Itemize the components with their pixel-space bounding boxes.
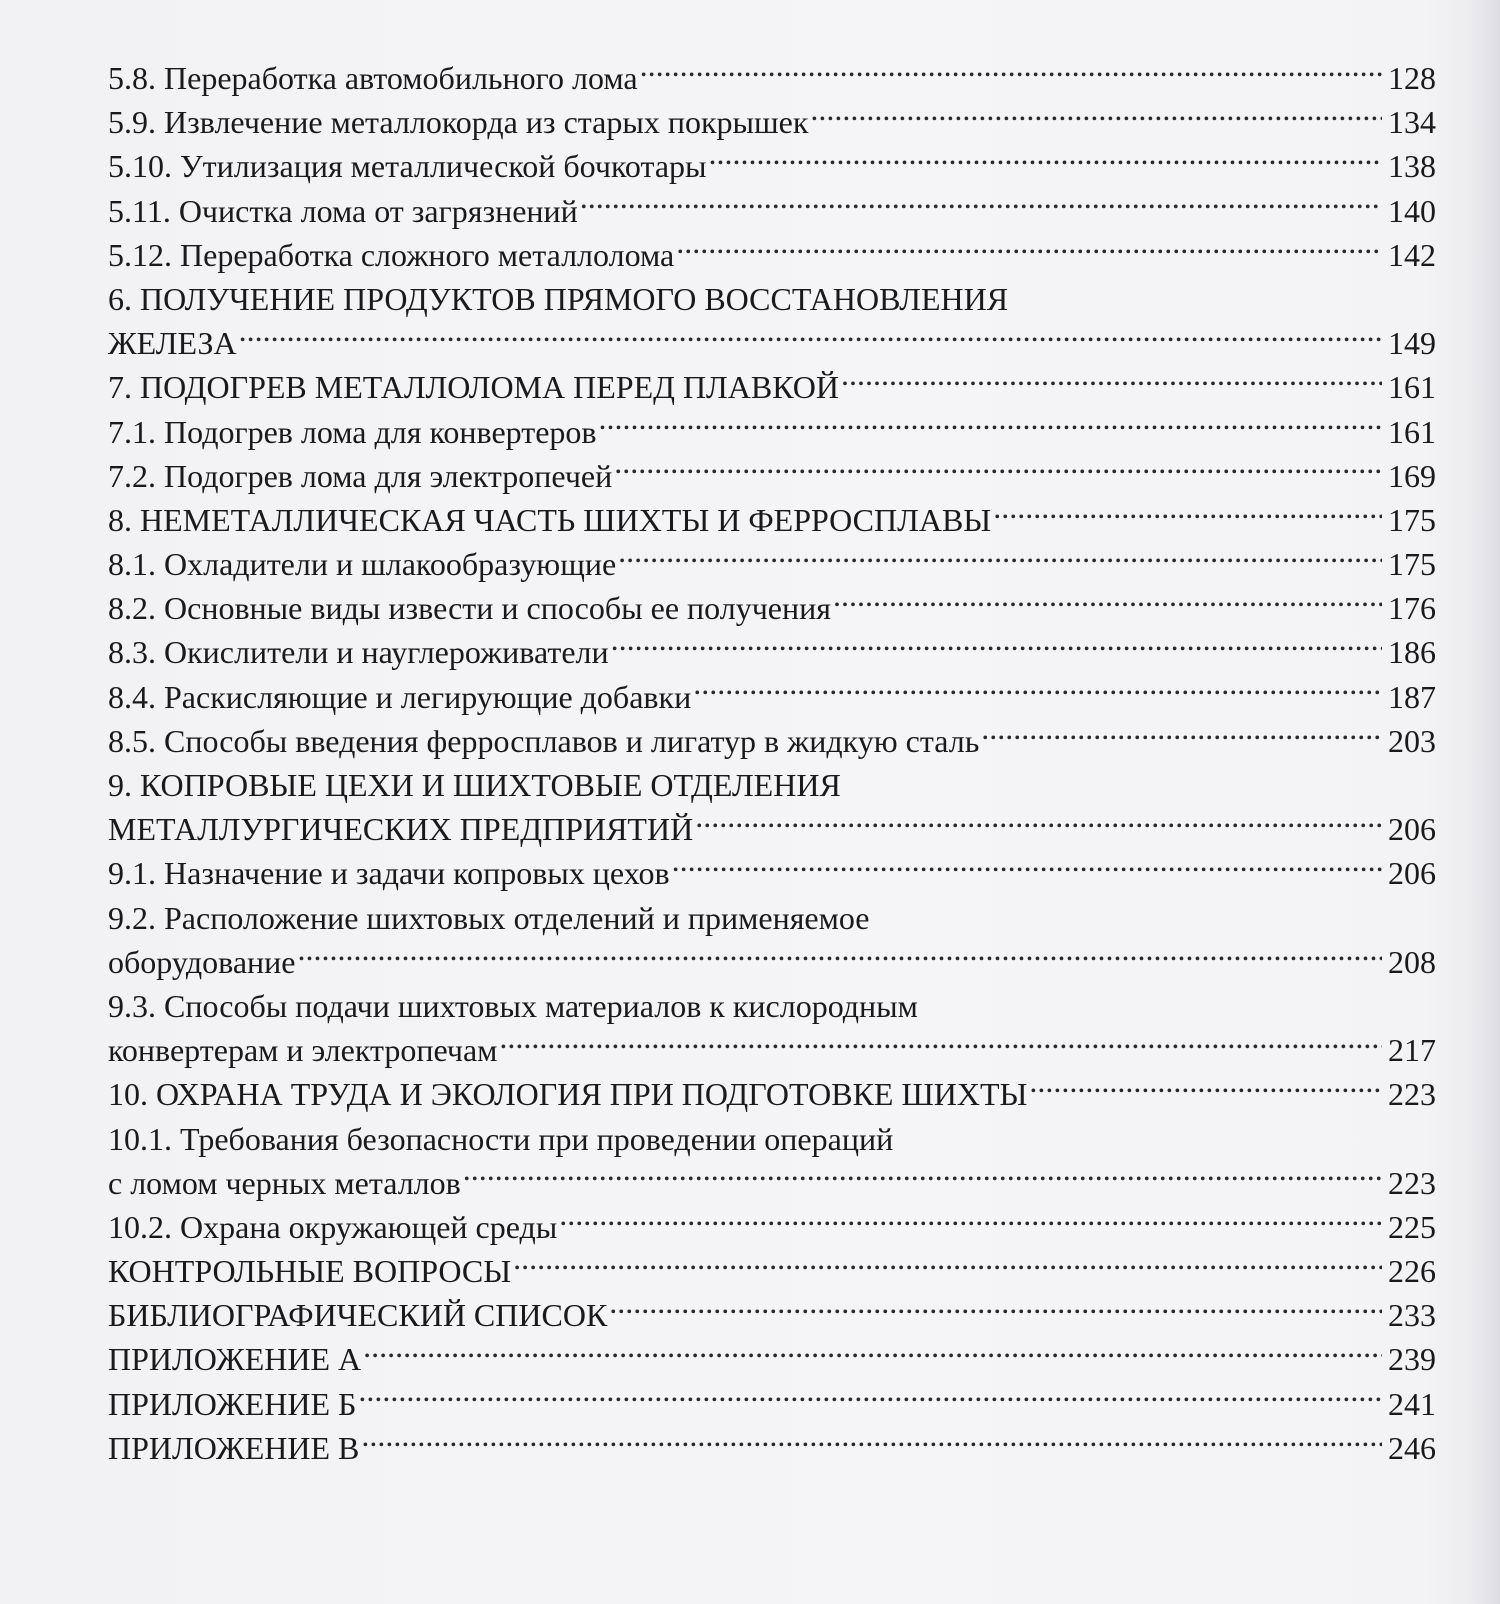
toc-dot-leader	[499, 1029, 1382, 1061]
toc-entry-title: 9.2. Расположение шихтовых отделений и применяемое	[108, 899, 870, 936]
toc-entry	[108, 542, 1436, 586]
toc-entry-title: ЖЕЛЕЗА	[108, 325, 237, 362]
toc-dot-leader	[618, 543, 1382, 575]
toc-page-number: 128	[1388, 60, 1436, 96]
toc-entry-title: 8.4. Раскисляющие и легирующие добавки	[108, 678, 692, 715]
toc-entry	[108, 498, 1436, 542]
toc-entry	[108, 1426, 1436, 1470]
toc-entry	[108, 896, 1436, 940]
toc-entry	[108, 586, 1436, 630]
toc-entry	[108, 675, 1436, 719]
toc-entry-title: 9.3. Способы подачи шихтовых материалов к кислородным	[108, 987, 918, 1024]
toc-page-number: 208	[1388, 943, 1436, 980]
toc-page-number: 206	[1388, 855, 1436, 892]
toc-page-number: 223	[1388, 1076, 1436, 1113]
toc-page-number: 186	[1388, 634, 1436, 671]
toc-dot-leader	[640, 57, 1382, 89]
toc-entry-title: 8.1. Охладители и шлакообразующие	[108, 546, 617, 583]
toc-page-number: 241	[1388, 1385, 1436, 1422]
toc-entry-title: БИБЛИОГРАФИЧЕСКИЙ СПИСОК	[108, 1297, 608, 1334]
toc-page-number: 239	[1388, 1341, 1436, 1378]
toc-page-number: 187	[1388, 678, 1436, 715]
toc-page-number: 217	[1388, 1032, 1436, 1069]
toc-entry	[108, 100, 1436, 144]
toc-page-number: 226	[1388, 1253, 1436, 1290]
toc-page-number: 206	[1388, 811, 1436, 848]
toc-entry	[108, 851, 1436, 895]
toc-entry-title: 5.10. Утилизация металлической бочкотары	[108, 148, 707, 185]
toc-dot-leader	[609, 1294, 1382, 1326]
toc-entry	[108, 189, 1436, 233]
toc-entry	[108, 940, 1436, 984]
toc-entry	[108, 410, 1436, 454]
toc-entry	[108, 277, 1436, 321]
toc-dot-leader	[833, 587, 1382, 619]
toc-entry-title: с ломом черных металлов	[108, 1164, 461, 1201]
toc-dot-leader	[297, 941, 1382, 973]
toc-dot-leader	[709, 145, 1382, 177]
toc-page-number: 138	[1388, 148, 1436, 185]
toc-page-number: 225	[1388, 1208, 1436, 1245]
toc-entry	[108, 984, 1436, 1028]
toc-page-number: 233	[1388, 1297, 1436, 1334]
toc-dot-leader	[239, 322, 1382, 354]
toc-entry	[108, 233, 1436, 277]
toc-page-number: 140	[1388, 192, 1436, 229]
toc-page-number: 134	[1388, 104, 1436, 141]
toc-entry-title: 9.1. Назначение и задачи копровых цехов	[108, 855, 670, 892]
toc-entry	[108, 1337, 1436, 1381]
toc-entry	[108, 1117, 1436, 1161]
toc-dot-leader	[559, 1206, 1382, 1238]
toc-page-number: 169	[1388, 457, 1436, 494]
toc-entry	[108, 1205, 1436, 1249]
toc-dot-leader	[513, 1250, 1382, 1282]
toc-dot-leader	[580, 190, 1382, 222]
toc-dot-leader	[599, 411, 1382, 443]
toc-entry	[108, 1072, 1436, 1116]
toc-entry-title: 5.11. Очистка лома от загрязнений	[108, 192, 578, 229]
toc-page-number: 161	[1388, 369, 1436, 406]
toc-page-number: 246	[1388, 1429, 1436, 1466]
toc-entry-title: 7.2. Подогрев лома для электропечей	[108, 457, 613, 494]
toc-entry-title: 7.1. Подогрев лома для конвертеров	[108, 413, 597, 450]
toc-entry-title: 9. КОПРОВЫЕ ЦЕХИ И ШИХТОВЫЕ ОТДЕЛЕНИЯ	[108, 767, 841, 803]
toc-page-number: 161	[1388, 413, 1436, 450]
toc-entry-title: 6. ПОЛУЧЕНИЕ ПРОДУКТОВ ПРЯМОГО ВОССТАНОВЛЕНИЯ	[108, 280, 1009, 317]
toc-dot-leader	[693, 676, 1382, 708]
toc-entry	[108, 1293, 1436, 1337]
toc-entry	[108, 454, 1436, 498]
toc-entry	[108, 144, 1436, 188]
toc-entry-title: оборудование	[108, 943, 296, 980]
toc-dot-leader	[611, 631, 1382, 663]
toc-entry	[108, 365, 1436, 409]
toc-entry	[108, 1028, 1436, 1072]
toc-dot-leader	[841, 366, 1382, 398]
toc-dot-leader	[361, 1427, 1382, 1459]
toc-dot-leader	[676, 234, 1382, 266]
toc-entry	[108, 1382, 1436, 1426]
toc-entry-title: 8.5. Способы введения ферросплавов и лигатур в жидкую сталь	[108, 722, 980, 759]
toc-entry-title: ПРИЛОЖЕНИЕ А	[108, 1341, 362, 1378]
toc-entry-title: 10.1. Требования безопасности при проведении операций	[108, 1120, 894, 1157]
toc-entry-title: 8.2. Основные виды извести и способы ее получения	[108, 590, 831, 627]
page-edge-shadow	[1470, 0, 1500, 1604]
toc-entry	[108, 719, 1436, 763]
toc-dot-leader	[981, 720, 1382, 752]
toc-dot-leader	[358, 1383, 1382, 1415]
toc-page-number: 149	[1388, 325, 1436, 362]
toc-entry	[108, 807, 1436, 851]
toc-entry	[108, 630, 1436, 674]
toc-page-number: 176	[1388, 590, 1436, 627]
toc-entry-title: ПРИЛОЖЕНИЕ В	[108, 1429, 360, 1466]
toc-page-number: 175	[1388, 501, 1436, 538]
toc-entry-title: конвертерам и электропечам	[108, 1032, 498, 1069]
toc-dot-leader	[1029, 1073, 1382, 1105]
toc-dot-leader	[672, 852, 1382, 884]
toc-entry-title: 7. ПОДОГРЕВ МЕТАЛЛОЛОМА ПЕРЕД ПЛАВКОЙ	[108, 369, 839, 406]
toc-entry	[108, 321, 1436, 365]
toc-entry-title: 8. НЕМЕТАЛЛИЧЕСКАЯ ЧАСТЬ ШИХТЫ И ФЕРРОСПЛАВЫ	[108, 501, 992, 538]
toc-page-number: 203	[1388, 722, 1436, 759]
toc-entry-title: 5.12. Переработка сложного металлолома	[108, 236, 675, 273]
toc-entry-title: ПРИЛОЖЕНИЕ Б	[108, 1385, 357, 1422]
toc-page-number: 175	[1388, 546, 1436, 583]
toc-dot-leader	[614, 455, 1382, 487]
toc-page-number: 223	[1388, 1164, 1436, 1201]
table-of-contents	[108, 56, 1436, 1470]
toc-entry	[108, 763, 1436, 807]
toc-entry	[108, 1161, 1436, 1205]
toc-entry-title: 10.2. Охрана окружающей среды	[108, 1208, 558, 1245]
toc-page-number: 142	[1388, 236, 1436, 273]
toc-entry-title: 5.9. Извлечение металлокорда из старых покрышек	[108, 104, 809, 141]
toc-entry-title: 10. ОХРАНА ТРУДА И ЭКОЛОГИЯ ПРИ ПОДГОТОВКЕ ШИХТЫ	[108, 1076, 1028, 1113]
toc-dot-leader	[695, 808, 1382, 840]
toc-entry-title: МЕТАЛЛУРГИЧЕСКИХ ПРЕДПРИЯТИЙ	[108, 811, 694, 848]
toc-entry	[108, 56, 1436, 100]
toc-dot-leader	[810, 101, 1382, 133]
toc-dot-leader	[363, 1338, 1382, 1370]
toc-entry	[108, 1249, 1436, 1293]
toc-dot-leader	[463, 1162, 1382, 1194]
toc-dot-leader	[993, 499, 1382, 531]
toc-entry-title: КОНТРОЛЬНЫЕ ВОПРОСЫ	[108, 1253, 512, 1290]
toc-entry-title: 8.3. Окислители и науглероживатели	[108, 634, 609, 671]
toc-entry-title: 5.8. Переработка автомобильного лома	[108, 60, 638, 96]
